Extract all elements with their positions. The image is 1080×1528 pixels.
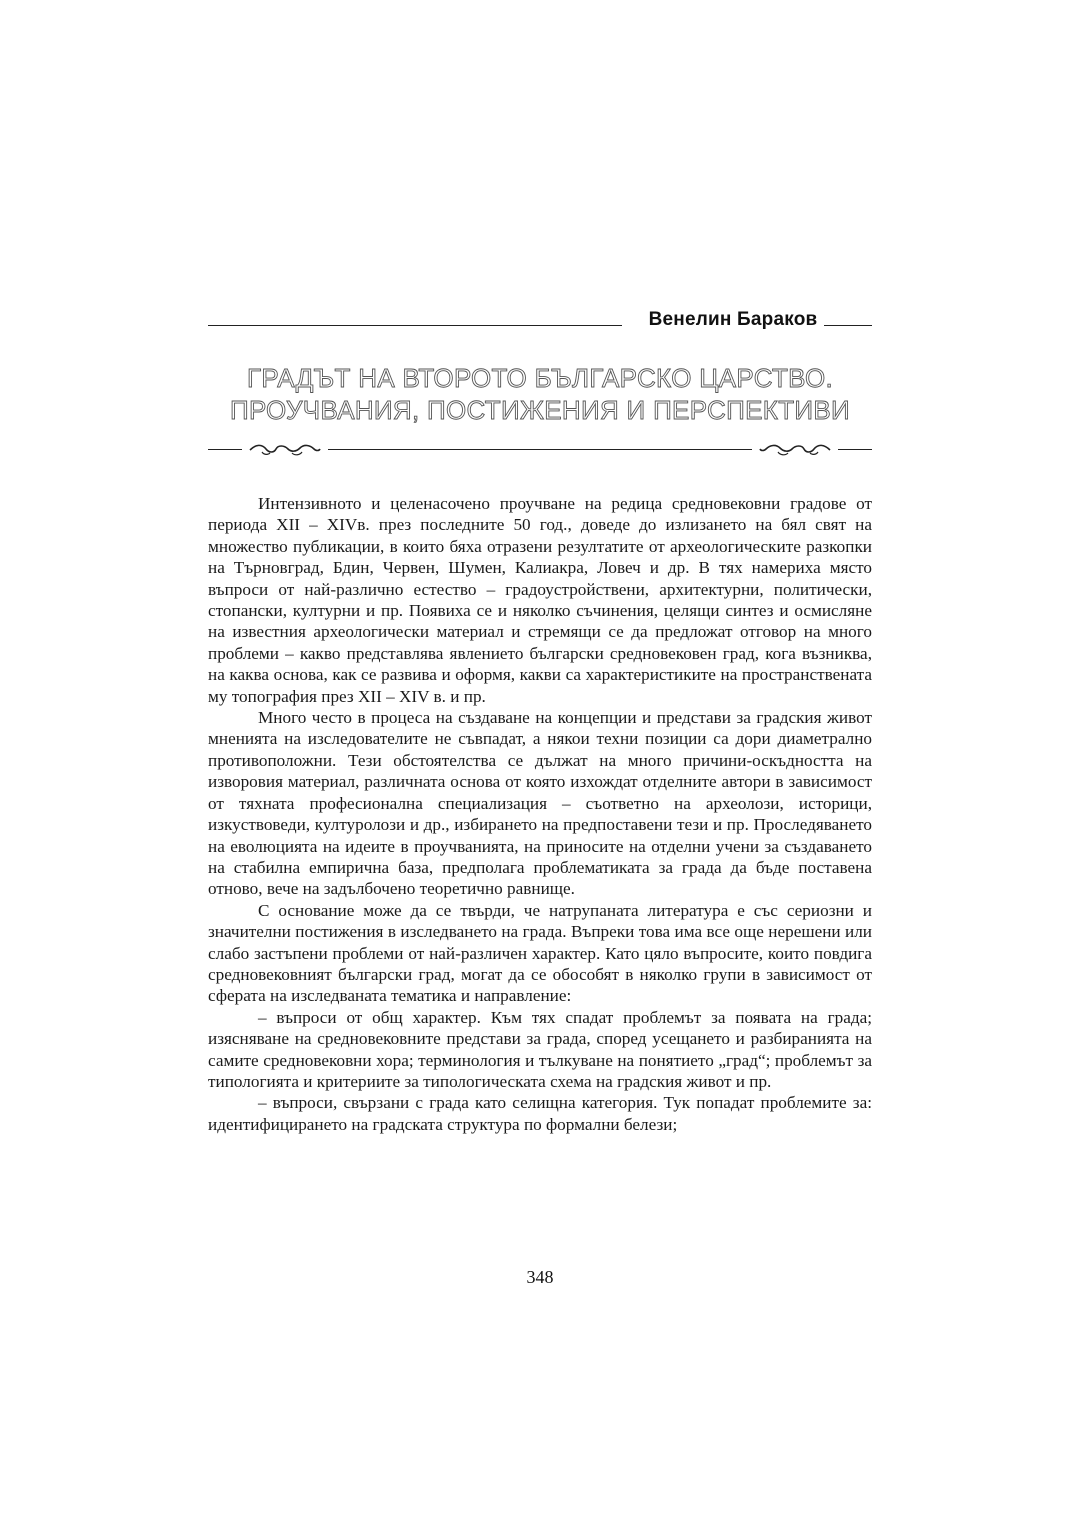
paragraph: С основание може да се твърди, че натрупаната литература е със сериозни и значителни постижения в изследването на града. Въпреки това има все още нерешени или слабо застъпени проблеми от най-различен характер. Като цяло въпросите, които повдига средновековният български град, могат да се обособят в няколко групи в зависимост от сферата на изследваната тематика и направление: — [208, 900, 872, 1006]
divider-rule-left — [208, 449, 242, 450]
paragraph: Интензивното и целенасочено проучване на редица средновековни градове от периода XII – XIVв. през последните 50 год., доведе до излизането на бял свят на множество публикации, в които бяха отразени резултатите от археологическите разкопки на Търновград, Бдин, Червен, Шумен, Калиакра, Ловеч и др. В тях намериха място въпроси от най-различно естество – градоустройствени, архитектурни, политически, стопански, културни и пр. Появиха се и няколко съчинения, целящи синтез и осмисляне на известния археологически материал и стремящи се да предложат отговор на много проблеми – какво представлява явлението български средновековен град, кога възниква, на каква основа, как се развива и оформя, какви са характеристиките на пространствената му топография през XII – XIV в. и пр. — [208, 494, 872, 706]
article-body — [208, 493, 872, 1135]
paragraph: Много често в процеса на създаване на концепции и представи за градския живот мненията на изследователите не съвпадат, а някои техни позиции са дори диаметрално противоположни. Тези обстоятелства се дължат на много причини-оскъдността на изворовия материал, различната основа от която изхождат отделните автори в зависимост от тяхната професионална специализация – съответно на археолози, историци, изкуствоведи, културолози и др., избирането на предпоставени тези и пр. Проследяването на еволюцията на идеите в проучванията, на приносите на отделни учени за създаването на стабилна емпирична база, предполага проблематиката за града да бъде поставена отново, вече на задълбочено теоретично равнище. — [208, 708, 872, 899]
paragraph: – въпроси от общ характер. Към тях спадат проблемът за появата на града; изясняване на средновековните представи за града, според усещането и разбиранията на самите средновековни хора; терминология и тълкуване на понятието „град“; проблемът за типологията и критериите за типологическата схема на градския живот и пр. — [208, 1007, 872, 1091]
ornamental-divider — [208, 440, 872, 460]
page-number: 348 — [526, 1267, 554, 1287]
author-name: Венелин Бараков — [648, 309, 818, 330]
divider-rule-right — [838, 449, 872, 450]
flourish-ornament-left-icon — [248, 440, 322, 460]
title-line-1: ГРАДЪТ НА ВТОРОТО БЪЛГАРСКО ЦАРСТВО. — [246, 363, 833, 393]
running-header — [208, 309, 872, 337]
paragraph: – въпроси, свързани с града като селищна категория. Тук попадат проблемите за: идентифицирането на градската структура по формални белези; — [208, 1093, 872, 1134]
divider-rule-center — [328, 449, 752, 450]
flourish-ornament-right-icon — [758, 440, 832, 460]
header-rule-left — [208, 325, 622, 326]
header-rule-right — [824, 325, 872, 326]
article-title — [208, 362, 872, 426]
title-line-2: ПРОУЧВАНИЯ, ПОСТИЖЕНИЯ И ПЕРСПЕКТИВИ — [229, 395, 850, 425]
